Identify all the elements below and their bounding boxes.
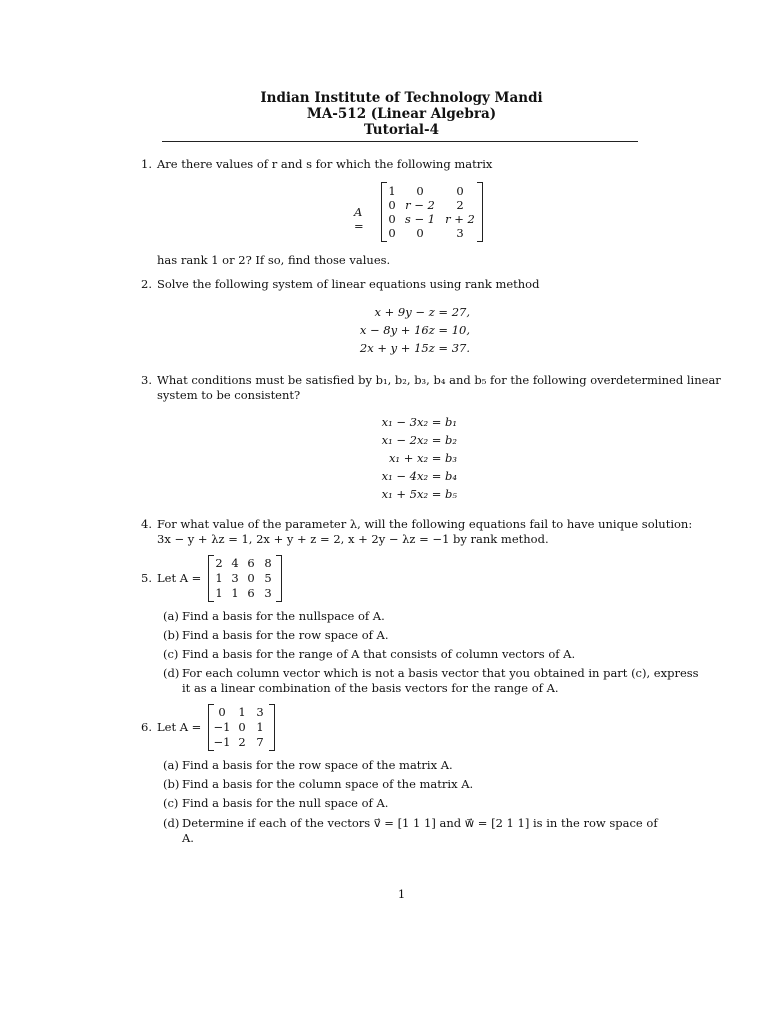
equation: x + 9y − z = 27, bbox=[374, 305, 470, 319]
question-number: 3. bbox=[141, 373, 152, 387]
matrix-cell: 1 bbox=[231, 586, 239, 600]
matrix-cell: 2 bbox=[238, 735, 246, 749]
part-label: (a) bbox=[163, 609, 179, 623]
matrix-cell: 0 bbox=[247, 571, 255, 585]
matrix-cell: 0 bbox=[388, 226, 396, 240]
matrix-cell: 1 bbox=[215, 571, 223, 585]
matrix-cell: −1 bbox=[213, 720, 231, 734]
part-label: (d) bbox=[163, 666, 180, 680]
part-label: (c) bbox=[163, 796, 179, 810]
matrix-cell: 0 bbox=[238, 720, 246, 734]
course-title: MA-512 (Linear Algebra) bbox=[306, 106, 497, 122]
part-text: For each column vector which is not a basis vector that you obtained in part (c), express bbox=[182, 666, 699, 680]
part-text: Find a basis for the null space of A. bbox=[182, 796, 389, 810]
matrix-cell: 0 bbox=[416, 184, 424, 198]
matrix-cell: 0 bbox=[456, 184, 464, 198]
matrix-cell: 6 bbox=[247, 586, 255, 600]
equation: 2x + y + 15z = 37. bbox=[359, 341, 470, 355]
question-text: What conditions must be satisfied by b₁, b₂, b₃, b₄ and b₅ for the following overdetermined linear bbox=[157, 373, 721, 387]
equation: x₁ + x₂ = b₃ bbox=[388, 451, 457, 465]
matrix-cell: 4 bbox=[231, 556, 239, 570]
part-text: Find a basis for the row space of the matrix A. bbox=[182, 758, 453, 772]
part-text: Determine if each of the vectors v⃗ = [1 1 1] and w⃗ = [2 1 1] is in the row space of bbox=[182, 816, 658, 830]
matrix-cell: 6 bbox=[247, 556, 255, 570]
equation: x₁ + 5x₂ = b₅ bbox=[381, 487, 457, 501]
matrix-cell: 0 bbox=[388, 198, 396, 212]
question-number: 5. bbox=[141, 571, 152, 585]
matrix-cell: 1 bbox=[238, 705, 246, 719]
matrix-cell: 0 bbox=[416, 226, 424, 240]
matrix-cell: 1 bbox=[388, 184, 396, 198]
equation: x − 8y + 16z = 10, bbox=[359, 323, 470, 337]
matrix-lhs: Let A = bbox=[157, 720, 202, 734]
equation: x₁ − 4x₂ = b₄ bbox=[381, 469, 457, 483]
matrix-cell: 3 bbox=[264, 586, 272, 600]
matrix-cell: 1 bbox=[215, 586, 223, 600]
matrix-cell: r + 2 bbox=[445, 212, 475, 226]
part-text-continued: it as a linear combination of the basis vectors for the range of A. bbox=[182, 681, 559, 695]
question-number: 4. bbox=[141, 517, 152, 531]
question-number: 6. bbox=[141, 720, 152, 734]
question-text: Are there values of r and s for which the following matrix bbox=[157, 157, 493, 171]
matrix-cell: 3 bbox=[456, 226, 464, 240]
matrix-cell: 0 bbox=[388, 212, 396, 226]
part-label: (b) bbox=[163, 628, 180, 642]
question-3-continued: system to be consistent? bbox=[157, 388, 301, 402]
matrix-cell: 5 bbox=[264, 571, 272, 585]
question-text: For what value of the parameter λ, will the following equations fail to have unique solution: bbox=[157, 517, 693, 531]
matrix-cell: 7 bbox=[256, 735, 264, 749]
part-label: (a) bbox=[163, 758, 179, 772]
question-4-equations: 3x − y + λz = 1, 2x + y + z = 2, x + 2y − λz = −1 by rank method. bbox=[157, 532, 549, 546]
equation: x₁ − 3x₂ = b₁ bbox=[381, 415, 457, 429]
institute-name: Indian Institute of Technology Mandi bbox=[260, 90, 543, 106]
matrix-cell: 3 bbox=[256, 705, 264, 719]
part-text: Find a basis for the nullspace of A. bbox=[182, 609, 385, 623]
matrix-cell: r − 2 bbox=[405, 198, 435, 212]
question-1-followup: has rank 1 or 2? If so, find those values. bbox=[157, 253, 391, 267]
equation: x₁ − 2x₂ = b₂ bbox=[381, 433, 457, 447]
matrix-cell: 2 bbox=[215, 556, 223, 570]
matrix-lhs: Let A = bbox=[157, 571, 202, 585]
part-label: (c) bbox=[163, 647, 179, 661]
matrix-cell: 8 bbox=[264, 556, 272, 570]
page-number: 1 bbox=[397, 887, 406, 901]
tutorial-title: Tutorial-4 bbox=[364, 122, 439, 138]
question-text: Solve the following system of linear equations using rank method bbox=[157, 277, 540, 291]
part-text: Find a basis for the range of A that consists of column vectors of A. bbox=[182, 647, 576, 661]
matrix-cell: −1 bbox=[213, 735, 231, 749]
part-label: (d) bbox=[163, 816, 180, 830]
part-text-continued: A. bbox=[182, 831, 194, 845]
matrix-cell: 0 bbox=[218, 705, 226, 719]
part-text: Find a basis for the column space of the matrix A. bbox=[182, 777, 474, 791]
matrix-cell: 2 bbox=[456, 198, 464, 212]
matrix-cell: 3 bbox=[231, 571, 239, 585]
matrix-cell: s − 1 bbox=[404, 212, 436, 226]
question-number: 1. bbox=[141, 157, 152, 171]
part-text: Find a basis for the row space of A. bbox=[182, 628, 389, 642]
header-rule bbox=[162, 141, 638, 142]
matrix-lhs: A = bbox=[354, 205, 364, 233]
right-bracket bbox=[269, 704, 275, 751]
part-label: (b) bbox=[163, 777, 180, 791]
question-number: 2. bbox=[141, 277, 152, 291]
matrix-cell: 1 bbox=[256, 720, 264, 734]
